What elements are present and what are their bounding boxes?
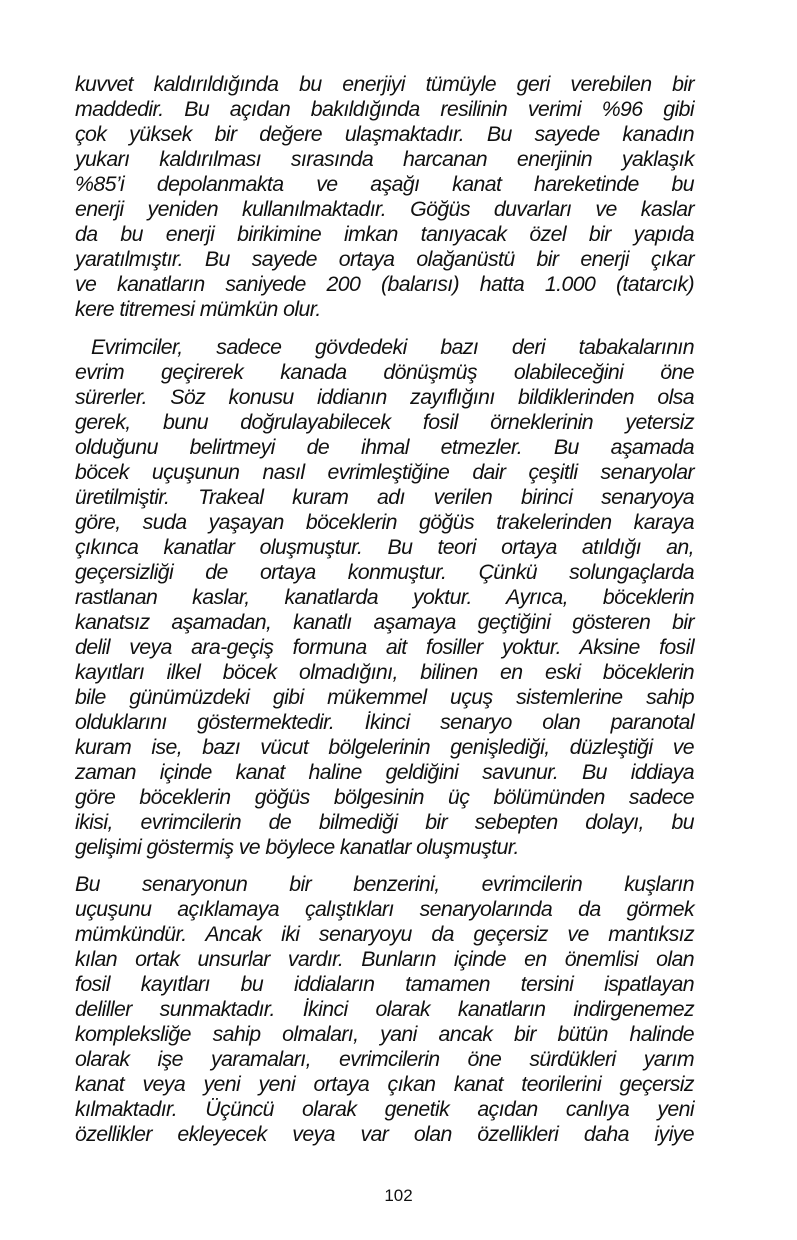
text-line: gelişimi göstermiş ve böylece kanatlar oluşmuştur. xyxy=(75,834,519,859)
text-line: da bu enerji birikimine imkan tanıyacak özel bir yapıda xyxy=(75,222,694,246)
text-line: deliller sunmaktadır. İkinci olarak kanatların indirgenemez xyxy=(75,997,694,1021)
paragraph xyxy=(75,335,694,860)
text-line: yaratılmıştır. Bu sayede ortaya olağanüstü bir enerji çıkar xyxy=(75,247,694,271)
text-line: çıkınca kanatlar oluşmuştur. Bu teori ortaya atıldığı an, xyxy=(75,534,694,559)
text-line: kompleksliğe sahip olmaları, yani ancak bir bütün halinde xyxy=(75,1022,694,1046)
text-line: kanatsız aşamadan, kanatlı aşamaya geçtiğini gösteren bir xyxy=(75,609,694,634)
document-page xyxy=(75,72,694,1160)
text-line: bile günümüzdeki gibi mükemmel uçuş sistemlerine sahip xyxy=(75,684,694,709)
text-line: kılan ortak unsurlar vardır. Bunların içinde en önemlisi olan xyxy=(75,947,694,971)
text-line: özellikler ekleyecek veya var olan özellikleri daha iyiye xyxy=(75,1122,694,1146)
text-line: rastlanan kaslar, kanatlarda yoktur. Ayrıca, böceklerin xyxy=(75,584,694,609)
text-line: kuram ise, bazı vücut bölgelerinin genişlediği, düzleştiği ve xyxy=(75,734,694,759)
text-line: kuvvet kaldırıldığında bu enerjiyi tümüyle geri verebilen bir xyxy=(75,72,694,96)
text-line: zaman içinde kanat haline geldiğini savunur. Bu iddiaya xyxy=(75,759,694,784)
text-line: maddedir. Bu açıdan bakıldığında resilinin verimi %96 gibi xyxy=(75,97,694,121)
text-line: olduğunu belirtmeyi de ihmal etmezler. Bu aşamada xyxy=(75,434,694,459)
text-line: ikisi, evrimcilerin de bilmediği bir sebepten dolayı, bu xyxy=(75,809,694,834)
text-line: olduklarını göstermektedir. İkinci senaryo olan paranotal xyxy=(75,709,694,734)
text-line: kılmaktadır. Üçüncü olarak genetik açıdan canlıya yeni xyxy=(75,1097,694,1121)
text-line: geçersizliği de ortaya konmuştur. Çünkü solungaçlarda xyxy=(75,559,694,584)
paragraph xyxy=(75,872,694,1147)
text-line: göre, suda yaşayan böceklerin göğüs trakelerinden karaya xyxy=(75,509,694,534)
text-line: olarak işe yaramaları, evrimcilerin öne sürdükleri yarım xyxy=(75,1047,694,1071)
text-line: ve kanatların saniyede 200 (balarısı) hatta 1.000 (tatarcık) xyxy=(75,272,694,296)
text-line: kere titremesi mümkün olur. xyxy=(75,297,321,321)
text-line: %85’i depolanmakta ve aşağı kanat hareketinde bu xyxy=(75,172,694,196)
text-line: enerji yeniden kullanılmaktadır. Göğüs duvarları ve kaslar xyxy=(75,197,694,221)
text-line: göre böceklerin göğüs bölgesinin üç bölümünden sadece xyxy=(75,784,694,809)
text-line: yukarı kaldırılması sırasında harcanan enerjinin yaklaşık xyxy=(75,147,694,171)
text-line: çok yüksek bir değere ulaşmaktadır. Bu sayede kanadın xyxy=(75,122,694,146)
text-line: sürerler. Söz konusu iddianın zayıflığını bildiklerinden olsa xyxy=(75,384,694,409)
paragraph xyxy=(75,72,694,322)
text-line: mümkündür. Ancak iki senaryoyu da geçersiz ve mantıksız xyxy=(75,922,694,946)
text-line: fosil kayıtları bu iddiaların tamamen tersini ispatlayan xyxy=(75,972,694,996)
text-line: üretilmiştir. Trakeal kuram adı verilen birinci senaryoya xyxy=(75,484,694,509)
text-line: evrim geçirerek kanada dönüşmüş olabileceğini öne xyxy=(75,359,694,384)
text-line: Evrimciler, sadece gövdedeki bazı deri tabakalarının xyxy=(91,334,694,359)
text-line: delil veya ara-geçiş formuna ait fosiller yoktur. Aksine fosil xyxy=(75,634,694,659)
text-line: uçuşunu açıklamaya çalıştıkları senaryolarında da görmek xyxy=(75,897,694,921)
text-line: kayıtları ilkel böcek olmadığını, bilinen en eski böceklerin xyxy=(75,659,694,684)
text-line: böcek uçuşunun nasıl evrimleştiğine dair çeşitli senaryolar xyxy=(75,459,694,484)
page-number: 102 xyxy=(384,1186,413,1205)
text-line: Bu senaryonun bir benzerini, evrimcilerin kuşların xyxy=(75,872,694,896)
text-line: kanat veya yeni yeni ortaya çıkan kanat teorilerini geçersiz xyxy=(75,1072,694,1096)
text-line: gerek, bunu doğrulayabilecek fosil örneklerinin yetersiz xyxy=(75,409,694,434)
